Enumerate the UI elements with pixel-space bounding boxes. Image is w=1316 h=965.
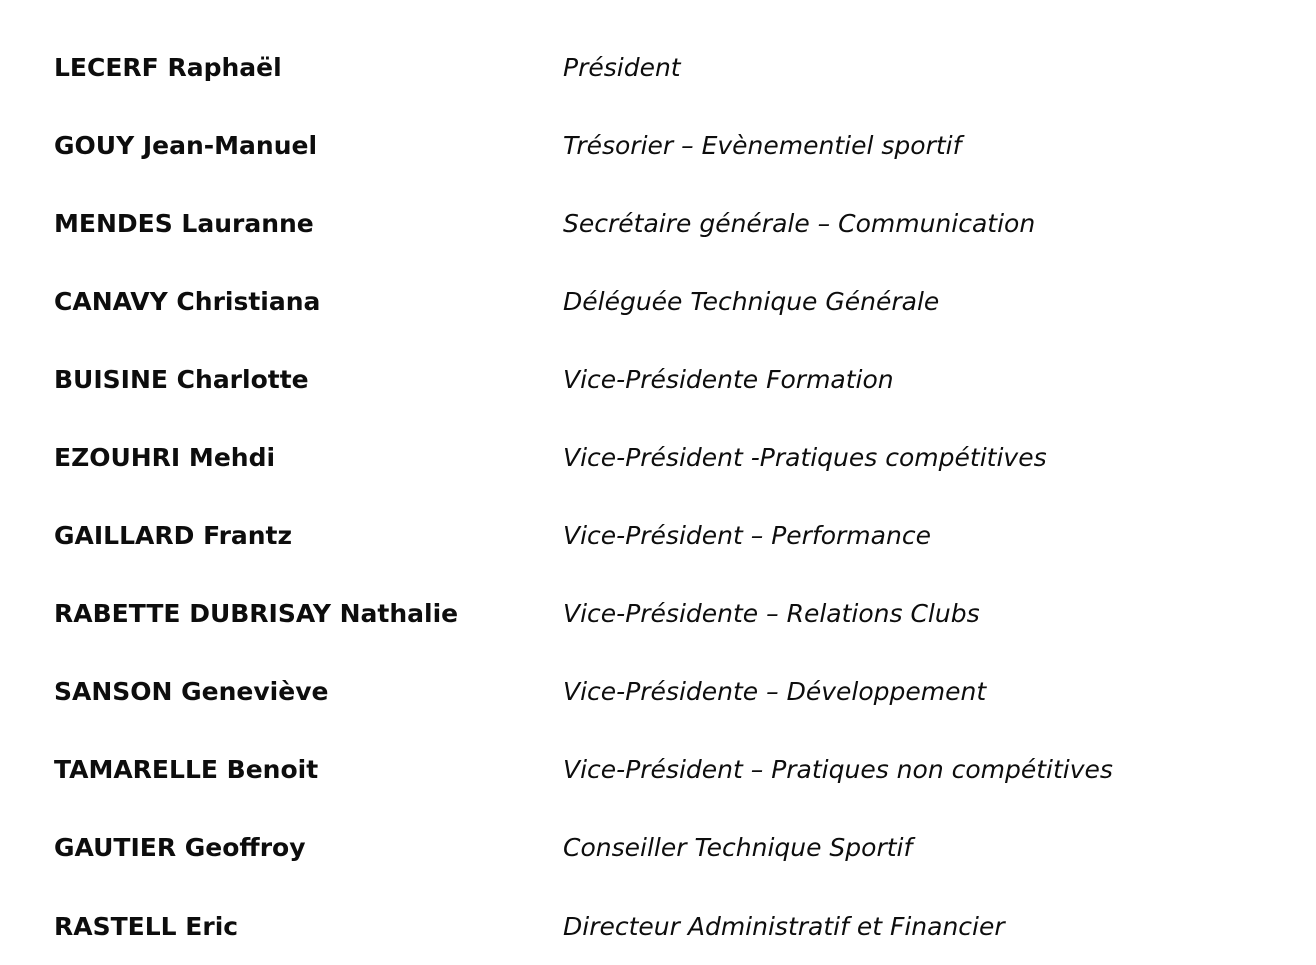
- member-role: Conseiller Technique Sportif: [563, 833, 913, 863]
- member-name: GOUY Jean-Manuel: [54, 130, 318, 160]
- member-role: Vice-Présidente – Développement: [563, 677, 987, 707]
- member-name: RASTELL Eric: [54, 911, 239, 941]
- member-row: [54, 809, 1284, 887]
- member-role: Vice-Président -Pratiques compétitives: [563, 443, 1047, 473]
- member-row: [54, 28, 1284, 106]
- member-role: Secrétaire générale – Communication: [563, 208, 1036, 238]
- member-row: [54, 731, 1284, 809]
- member-name: LECERF Raphaël: [54, 52, 282, 82]
- member-name: EZOUHRI Mehdi: [54, 443, 276, 473]
- member-row: [54, 418, 1284, 496]
- member-name: BUISINE Charlotte: [54, 364, 309, 394]
- member-row: [54, 653, 1284, 731]
- member-list: [54, 28, 1284, 965]
- member-role: Directeur Administratif et Financier: [563, 911, 1005, 941]
- member-row: [54, 887, 1284, 965]
- member-role: Trésorier – Evènementiel sportif: [563, 130, 962, 160]
- member-name: RABETTE DUBRISAY Nathalie: [54, 599, 459, 629]
- member-row: [54, 184, 1284, 262]
- member-row: [54, 262, 1284, 340]
- member-role: Président: [563, 52, 681, 82]
- member-name: TAMARELLE Benoit: [54, 755, 319, 785]
- member-name: MENDES Lauranne: [54, 208, 314, 238]
- member-role: Vice-Président – Performance: [563, 521, 931, 551]
- member-name: SANSON Geneviève: [54, 677, 329, 707]
- member-name: GAILLARD Frantz: [54, 521, 293, 551]
- member-role: Déléguée Technique Générale: [563, 286, 940, 316]
- member-role: Vice-Présidente Formation: [563, 364, 894, 394]
- member-row: [54, 575, 1284, 653]
- member-role: Vice-Président – Pratiques non compétitives: [563, 755, 1113, 785]
- member-name: CANAVY Christiana: [54, 286, 321, 316]
- member-row: [54, 340, 1284, 418]
- member-name: GAUTIER Geoffroy: [54, 833, 306, 863]
- member-row: [54, 106, 1284, 184]
- member-row: [54, 497, 1284, 575]
- member-role: Vice-Présidente – Relations Clubs: [563, 599, 980, 629]
